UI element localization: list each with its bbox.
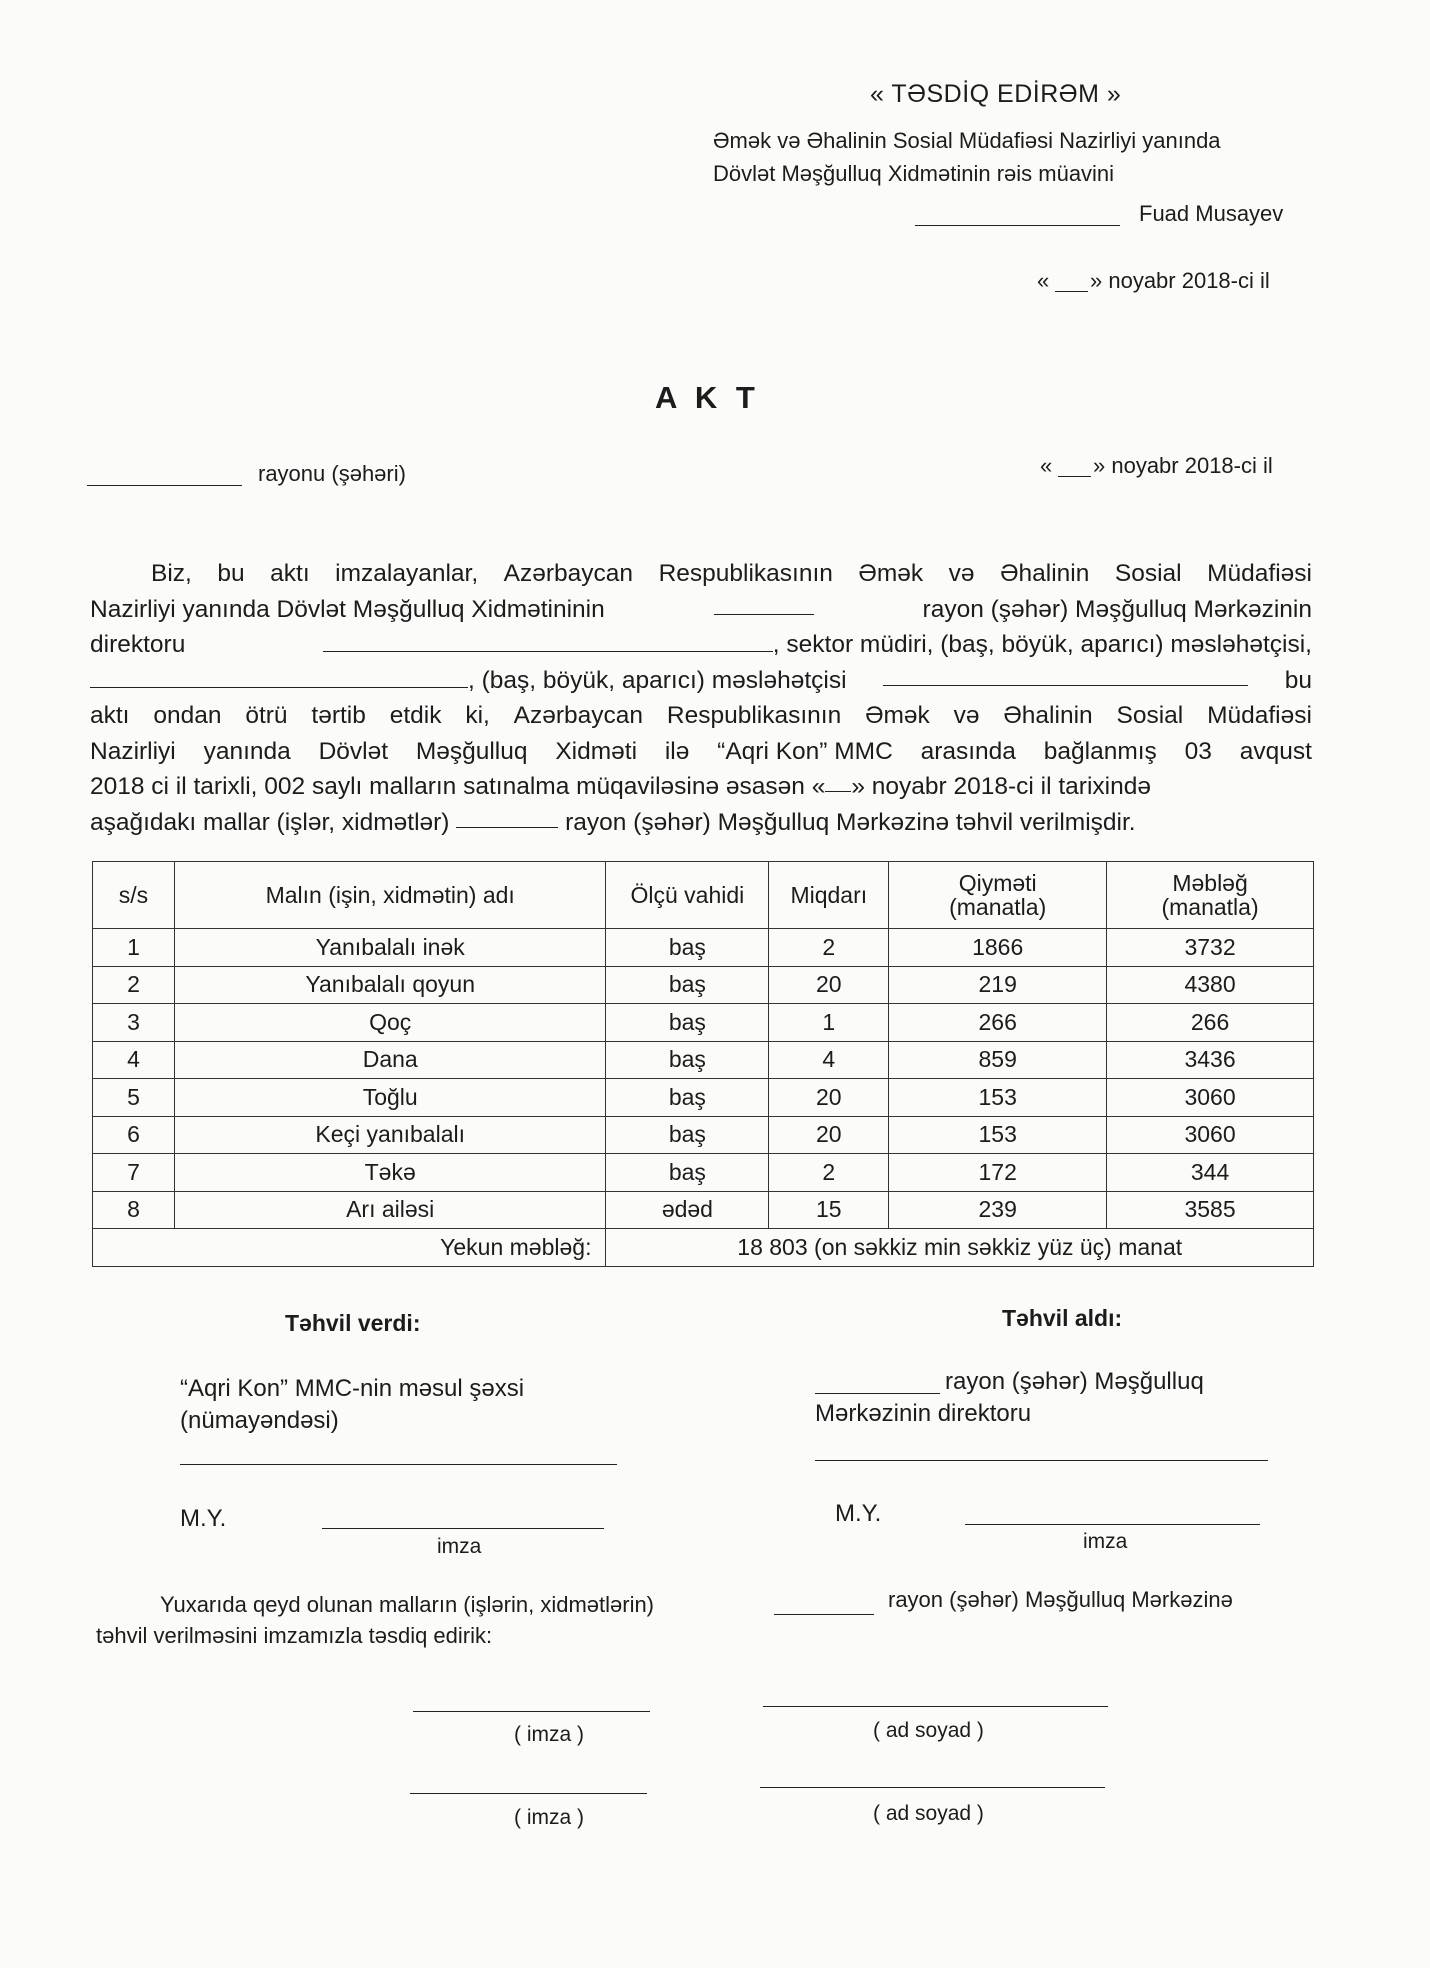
approval-ministry-line: Əmək və Əhalinin Sosial Müdafiəsi Nazirliyi yanında <box>713 128 1221 153</box>
given-party-line2: (nümayəndəsi) <box>180 1407 339 1434</box>
table-row: 8 Arı ailəsi ədəd 15 239 3585 <box>93 1191 1314 1229</box>
confirm-signature-line-2[interactable] <box>410 1793 647 1794</box>
given-party-line1: “Aqri Kon” MMC-nin məsul şəxsi <box>180 1375 525 1402</box>
confirm-signature-caption-1: ( imza ) <box>514 1723 584 1746</box>
director-name-blank[interactable] <box>323 629 773 652</box>
confirm-text-line1: Yuxarıda qeyd olunan malların (işlərin, xidmətlərin) <box>160 1592 655 1617</box>
received-signature-caption: imza <box>1083 1530 1128 1553</box>
body-line-3: direktoru , sektor müdiri, (baş, böyük, aparıcı) məsləhətçisi, <box>90 631 1312 658</box>
confirm-name-line-1[interactable] <box>763 1706 1108 1707</box>
header-sum: Məbləğ (manatla) <box>1107 862 1314 929</box>
body-line-8: aşağıdakı mallar (işlər, xidmətlər) rayon (şəhər) Məşğulluq Mərkəzinə təhvil verilmişdir. <box>90 805 1312 841</box>
handover-given-title: Təhvil verdi: <box>285 1310 421 1336</box>
stamp-right: M.Y. <box>835 1500 882 1527</box>
body-line-1: Biz, bu aktı imzalayanlar, Azərbaycan Respublikasının Əmək və Əhalinin Sosial Müdafiəsi <box>151 560 1312 587</box>
confirm-name-caption-1: ( ad soyad ) <box>873 1719 984 1742</box>
body-line-6: Nazirliyi yanında Dövlət Məşğulluq Xidməti ilə “Aqri Kon” MMC arasında bağlanmış 03 avqust <box>90 737 1312 765</box>
given-signature-caption: imza <box>437 1535 482 1558</box>
approval-signer-name: Fuad Musayev <box>1139 201 1284 226</box>
act-title: A K T <box>655 380 760 415</box>
confirm-name-caption-2: ( ad soyad ) <box>873 1802 984 1825</box>
given-signature-line[interactable] <box>322 1528 604 1529</box>
table-total-row <box>93 1229 1314 1267</box>
header-name: Malın (işin, xidmətin) adı <box>174 862 606 929</box>
district-blank[interactable] <box>87 485 242 486</box>
confirm-signature-caption-2: ( imza ) <box>514 1806 584 1829</box>
table-row: 5 Toğlu baş 20 153 3060 <box>93 1079 1314 1117</box>
act-date-day-blank[interactable] <box>1058 476 1091 477</box>
act-date-rest: » noyabr 2018-ci il <box>1093 453 1273 478</box>
district-label: rayonu (şəhəri) <box>258 461 406 486</box>
body-line-4: , (baş, böyük, aparıcı) məsləhətçisi bu <box>90 663 1312 699</box>
confirm-district-blank[interactable] <box>774 1614 874 1615</box>
table-row: 6 Keçi yanıbalalı baş 20 153 3060 <box>93 1116 1314 1154</box>
table-row: 4 Dana baş 4 859 3436 <box>93 1041 1314 1079</box>
header-price: Qiyməti (manatla) <box>889 862 1107 929</box>
approval-date-day-blank[interactable] <box>1055 291 1088 292</box>
total-label: Yekun məbləğ: <box>93 1229 606 1267</box>
body-line-5: aktı ondan ötrü tərtib etdik ki, Azərbaycan Respublikasının Əmək və Əhalinin Sosial Müdafiəsi <box>90 702 1312 729</box>
header-unit: Ölçü vahidi <box>606 862 769 929</box>
received-district-blank[interactable] <box>815 1393 940 1394</box>
confirm-name-line-2[interactable] <box>760 1787 1105 1788</box>
header-number: s/s <box>93 862 175 929</box>
approval-signature-line[interactable] <box>915 225 1120 226</box>
total-value: 18 803 (on səkkiz min səkkiz yüz üç) manat <box>606 1229 1314 1267</box>
received-party-line2: Mərkəzinin direktoru <box>815 1400 1032 1427</box>
received-party-line1: rayon (şəhər) Məşğulluq <box>945 1368 1204 1395</box>
table-row: 3 Qoç baş 1 266 266 <box>93 1004 1314 1042</box>
header-quantity: Miqdarı <box>769 862 889 929</box>
act-date-open: « <box>1040 453 1053 478</box>
received-party-signature-line[interactable] <box>815 1460 1268 1461</box>
given-party-signature-line[interactable] <box>180 1464 617 1465</box>
table-header-row <box>93 862 1314 929</box>
confirm-signature-line-1[interactable] <box>413 1711 650 1712</box>
received-signature-line[interactable] <box>965 1524 1260 1525</box>
table-row: 7 Təkə baş 2 172 344 <box>93 1154 1314 1192</box>
consultant-name-blank[interactable] <box>90 665 468 688</box>
confirm-text-line2: təhvil verilməsini imzamızla təsdiq edirik: <box>96 1623 493 1648</box>
delivery-day-blank[interactable] <box>825 769 851 792</box>
service-district-blank[interactable] <box>714 592 814 615</box>
handover-received-title: Təhvil aldı: <box>1002 1305 1123 1331</box>
approval-date-open: « <box>1037 268 1050 293</box>
act-body-paragraph <box>90 556 1312 840</box>
approval-title: « TƏSDİQ EDİRƏM » <box>870 80 1122 108</box>
table-row: 1 Yanıbalalı inək baş 2 1866 3732 <box>93 929 1314 967</box>
second-consultant-blank[interactable] <box>883 663 1248 686</box>
stamp-left: M.Y. <box>180 1505 227 1532</box>
table-row: 2 Yanıbalalı qoyun baş 20 219 4380 <box>93 966 1314 1004</box>
delivery-district-blank[interactable] <box>456 805 558 828</box>
approval-date-rest: » noyabr 2018-ci il <box>1090 268 1270 293</box>
body-line-2: Nazirliyi yanında Dövlət Məşğulluq Xidmətininin rayon (şəhər) Məşğulluq Mərkəzinin <box>90 592 1312 628</box>
confirm-text-line1-rest: rayon (şəhər) Məşğulluq Mərkəzinə <box>888 1587 1233 1612</box>
goods-table <box>92 861 1314 1267</box>
approval-position-line: Dövlət Məşğulluq Xidmətinin rəis müavini <box>713 161 1115 186</box>
body-line-7: 2018 ci il tarixli, 002 saylı malların satınalma müqaviləsinə əsasən « » noyabr 2018-ci il tarixində <box>90 769 1312 805</box>
